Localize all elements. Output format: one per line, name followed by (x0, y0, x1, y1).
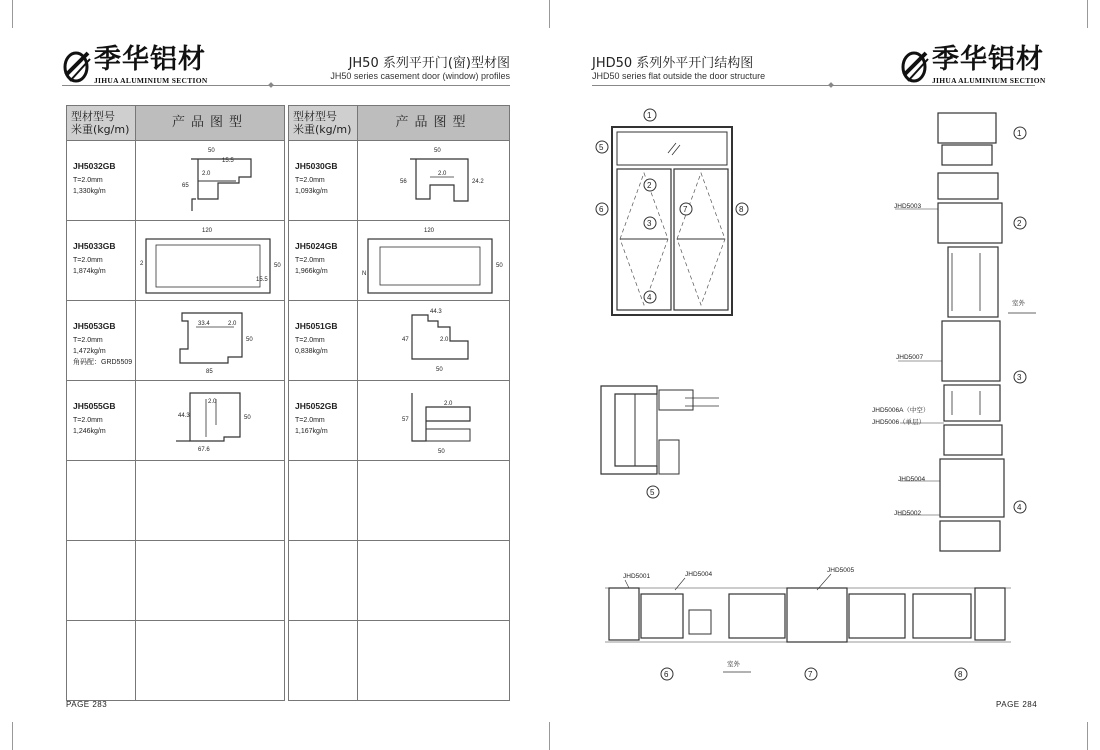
col-header-model: 型材型号 米重(kg/m) (67, 106, 136, 141)
callout-6 (661, 668, 673, 680)
vertical-label (872, 405, 929, 414)
outside-label: 室外 (1012, 300, 1025, 307)
header-rule (592, 85, 1035, 86)
svg-text:56: 56 (400, 179, 407, 185)
svg-text:JHD5005: JHD5005 (827, 567, 855, 574)
table-row: JH5033GB T=2.0mm 1,874kg/m 120 2 50 15.5 (67, 221, 285, 301)
svg-text:15.5: 15.5 (222, 158, 234, 164)
table-row: JH5024GB T=2.0mm 1,966kg/m 120 N 50 (289, 221, 510, 301)
svg-text:4: 4 (1017, 503, 1022, 512)
svg-text:2.0: 2.0 (440, 337, 449, 343)
table-row-empty (67, 541, 285, 621)
brand-name-cn: 季华铝材 (932, 44, 1044, 75)
callout-1 (644, 109, 656, 121)
crop-mark (1087, 722, 1088, 750)
callout-8 (955, 668, 967, 680)
svg-text:24.2: 24.2 (472, 179, 484, 185)
callout-8 (736, 203, 748, 215)
callout-3 (644, 217, 656, 229)
svg-text:50: 50 (246, 337, 253, 343)
crop-mark (12, 0, 13, 28)
svg-text:N: N (362, 271, 367, 277)
profile-drawing-jh5053gb (136, 301, 286, 381)
header-rule (62, 85, 510, 86)
svg-text:85: 85 (206, 369, 213, 375)
svg-text:3: 3 (647, 219, 652, 228)
page-title-cn: JHD50 系列外平开门结构图 (592, 56, 754, 71)
wheel-logo-icon (900, 45, 932, 85)
callout-2 (644, 179, 656, 191)
callout-2 (1014, 217, 1026, 229)
col-header-drawing: 产品图型 (358, 106, 510, 141)
svg-text:57: 57 (402, 417, 409, 423)
svg-text:1: 1 (1017, 129, 1022, 138)
svg-text:50: 50 (436, 367, 443, 373)
vertical-label (898, 476, 925, 483)
crop-mark (549, 722, 550, 750)
svg-text:3: 3 (1017, 373, 1022, 382)
table-row: JH5052GB T=2.0mm 1,167kg/m 2.0 57 50 (289, 381, 510, 461)
table-row: JH5032GB T=2.0mm 1,330kg/m 50 15.5 65 2.0 (67, 141, 285, 221)
svg-text:50: 50 (496, 263, 503, 269)
callout-1 (1014, 127, 1026, 139)
svg-text:5: 5 (599, 143, 604, 152)
svg-text:44.3: 44.3 (178, 413, 190, 419)
callout-6 (596, 203, 608, 215)
table-row: JH5030GB T=2.0mm 1,093kg/m 50 2.0 56 24.2 (289, 141, 510, 221)
horizontal-label (827, 567, 854, 574)
svg-text:44.3: 44.3 (430, 309, 442, 315)
svg-text:15.5: 15.5 (256, 277, 268, 283)
svg-text:50: 50 (434, 148, 441, 154)
horizontal-label (623, 573, 650, 580)
brand-name-cn: 季华铝材 (94, 44, 206, 75)
col-header-model: 型材型号 米重(kg/m) (289, 106, 358, 141)
table-row-empty (67, 621, 285, 701)
brand-name-en: JIHUA ALUMINIUM SECTION (932, 76, 1046, 85)
callout-4 (1014, 501, 1026, 513)
svg-text:8: 8 (739, 205, 744, 214)
svg-text:2: 2 (647, 181, 652, 190)
profile-drawing-jh5055gb (136, 381, 286, 461)
svg-text:JHD5002: JHD5002 (894, 510, 922, 517)
profile-drawing-jh5051gb (358, 301, 508, 381)
crop-mark (549, 0, 550, 28)
table-row: JH5051GB T=2.0mm 0,838kg/m 44.3 47 2.0 50 (289, 301, 510, 381)
page-number-left: PAGE 283 (66, 700, 108, 709)
svg-text:67.6: 67.6 (198, 447, 210, 453)
svg-text:2: 2 (1017, 219, 1022, 228)
svg-text:4: 4 (647, 293, 652, 302)
svg-text:8: 8 (958, 670, 963, 679)
vertical-section-drawing (860, 105, 1050, 555)
callout-5 (596, 141, 608, 153)
profile-drawing-jh5024gb (358, 221, 508, 301)
profile-drawing-jh5030gb (358, 141, 508, 221)
col-header-drawing: 产品图型 (136, 106, 285, 141)
svg-text:120: 120 (202, 228, 213, 234)
vertical-label (894, 510, 921, 517)
callout-7 (680, 203, 692, 215)
brand-name-en: JIHUA ALUMINIUM SECTION (94, 76, 208, 85)
svg-text:JHD5003: JHD5003 (894, 203, 922, 210)
svg-text:2.0: 2.0 (208, 399, 217, 405)
right-page-title (592, 52, 765, 81)
table-row-empty (67, 461, 285, 541)
svg-text:7: 7 (808, 670, 813, 679)
svg-text:2.0: 2.0 (438, 171, 447, 177)
svg-text:50: 50 (274, 263, 281, 269)
wheel-logo-icon (62, 45, 94, 85)
svg-text:65: 65 (182, 183, 189, 189)
profile-drawing-jh5052gb (358, 381, 508, 461)
svg-text:JHD5006A（中空）: JHD5006A（中空） (872, 407, 930, 414)
callout-3 (1014, 371, 1026, 383)
svg-text:JHD5007: JHD5007 (896, 354, 924, 361)
page-title-en: JH50 series casement door (window) profiles (330, 71, 510, 81)
svg-text:6: 6 (664, 670, 669, 679)
profile-drawing-jh5033gb (136, 221, 286, 301)
outside-label: 室外 (727, 661, 740, 668)
callout-4 (644, 291, 656, 303)
svg-text:JHD5004: JHD5004 (898, 476, 926, 483)
svg-text:7: 7 (683, 205, 688, 214)
svg-text:33.4: 33.4 (198, 321, 210, 327)
table-row: JH5053GB T=2.0mm 1,472kg/m 角码配：GRD5509 33.4 2.0 50 85 (67, 301, 285, 381)
table-row-empty (289, 461, 510, 541)
crop-mark (1087, 0, 1088, 28)
callout-7 (805, 668, 817, 680)
svg-text:5: 5 (650, 488, 655, 497)
left-page-title (330, 52, 510, 81)
detail-section-5 (595, 380, 725, 500)
svg-text:120: 120 (424, 228, 435, 234)
svg-text:JHD5004: JHD5004 (685, 571, 713, 578)
svg-text:50: 50 (244, 415, 251, 421)
svg-text:47: 47 (402, 337, 409, 343)
profile-table-right (288, 105, 510, 701)
page-title-cn: JH50 系列平开门(窗)型材图 (348, 56, 510, 71)
svg-text:1: 1 (647, 111, 652, 120)
profile-table-left (66, 105, 285, 701)
profile-drawing-jh5032gb (136, 141, 286, 221)
vertical-label (896, 354, 923, 361)
vertical-label (872, 417, 925, 426)
svg-text:JHD5001: JHD5001 (623, 573, 651, 580)
page-title-en: JHD50 series flat outside the door structure (592, 71, 766, 81)
page-number-right: PAGE 284 (996, 700, 1038, 709)
horizontal-section-drawing (595, 560, 1035, 690)
svg-text:50: 50 (438, 449, 445, 455)
brand-logo-right (900, 45, 1046, 85)
rule-diamond (268, 82, 274, 88)
svg-text:6: 6 (599, 205, 604, 214)
svg-text:2: 2 (140, 261, 144, 267)
svg-text:2.0: 2.0 (202, 171, 211, 177)
svg-text:2.0: 2.0 (444, 401, 453, 407)
vertical-label (894, 203, 921, 210)
horizontal-label (685, 571, 712, 578)
svg-text:2.0: 2.0 (228, 321, 237, 327)
table-row-empty (289, 621, 510, 701)
svg-text:50: 50 (208, 148, 215, 154)
brand-logo-left (62, 45, 208, 85)
crop-mark (12, 722, 13, 750)
table-row-empty (289, 541, 510, 621)
door-callouts (590, 105, 750, 325)
table-row: JH5055GB T=2.0mm 1,246kg/m 2.0 44.3 50 67.6 (67, 381, 285, 461)
rule-diamond (828, 82, 834, 88)
svg-text:JHD5006（单层）: JHD5006（单层） (872, 419, 926, 426)
